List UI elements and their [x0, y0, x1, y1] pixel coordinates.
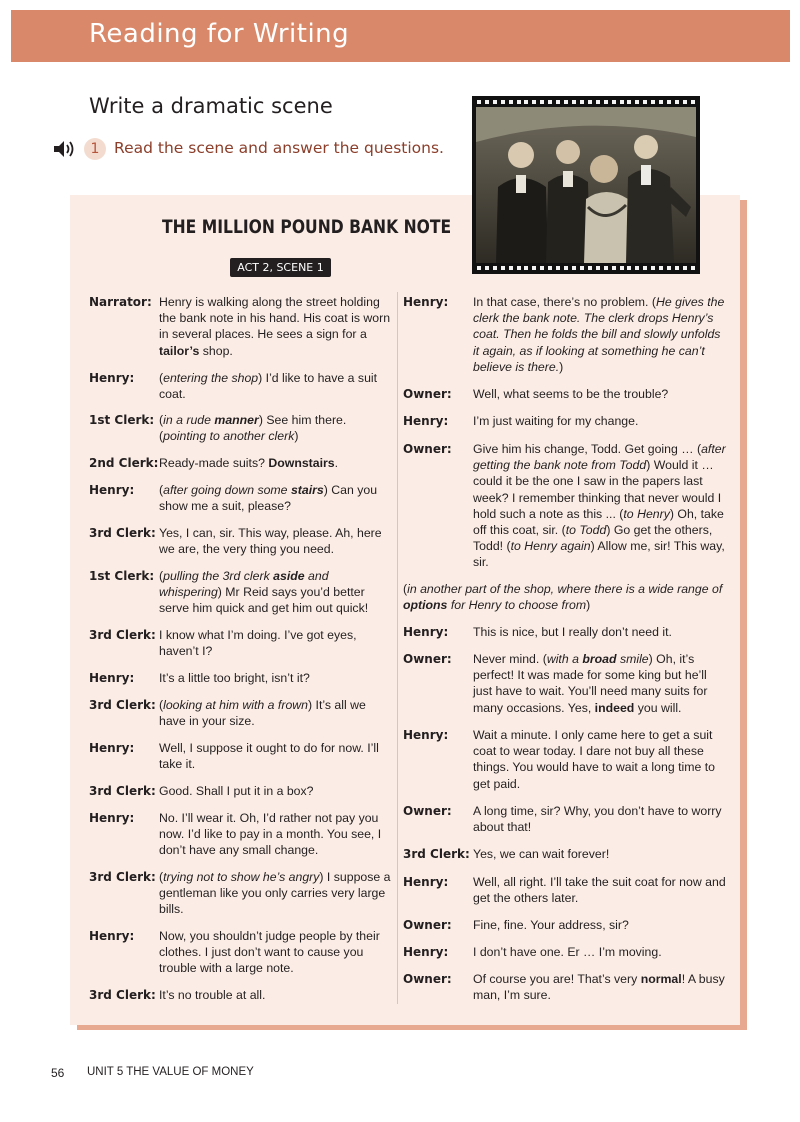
speaker-name: Owner: [403, 972, 452, 986]
sprocket-hole [588, 100, 592, 104]
act-badge: ACT 2, SCENE 1 [230, 258, 331, 277]
sprocket-hole [588, 266, 592, 270]
sprocket-hole [572, 266, 576, 270]
dialogue-text: (entering the shop) I’d like to have a suit coat. [159, 371, 378, 402]
sprocket-hole [493, 266, 497, 270]
sprocket-hole [643, 266, 647, 270]
speaker-name: Henry: [89, 483, 135, 497]
speaker-name: Henry: [89, 371, 135, 385]
sprocket-hole [683, 266, 687, 270]
dialogue-text: This is nice, but I really don’t need it. [473, 625, 672, 639]
sprocket-hole [532, 100, 536, 104]
film-still-image [476, 107, 696, 263]
stage-direction: (in another part of the shop, where there is a wide range of options for Henry to choose from) [403, 582, 723, 613]
dialogue-text: In that case, there’s no problem. (He gives the clerk the bank note. The clerk drops Henry’s coat. Then he folds the bill and slowly unfolds it again, as if looking at something he can’t believe is there.) [473, 295, 725, 374]
speaker-name: Henry: [403, 875, 449, 889]
section-title: Write a dramatic scene [89, 94, 333, 118]
sprocket-hole [659, 266, 663, 270]
sprocket-hole [635, 100, 639, 104]
speaker-name: 3rd Clerk: [89, 784, 156, 798]
sprocket-hole [667, 266, 671, 270]
sprocket-hole [691, 100, 695, 104]
dialogue-text: (pulling the 3rd clerk aside and whispering) Mr Reid says you’d better serve him quick and get him out quick! [159, 569, 369, 616]
speaker-icon[interactable] [53, 140, 75, 158]
page-number: 56 [51, 1066, 65, 1080]
sprocket-hole [564, 266, 568, 270]
sprocket-hole [501, 100, 505, 104]
play-title: THE MILLION POUND BANK NOTE [162, 216, 452, 238]
sprocket-hole [612, 100, 616, 104]
dialogue-text: Well, I suppose it ought to do for now. I’ll take it. [159, 741, 379, 772]
sprocket-hole [683, 100, 687, 104]
sprocket-hole [477, 266, 481, 270]
sprocket-hole [485, 100, 489, 104]
speaker-name: 1st Clerk: [89, 569, 155, 583]
dialogue-text: I’m just waiting for my change. [473, 414, 639, 428]
sprocket-hole [604, 266, 608, 270]
sprocket-hole [651, 100, 655, 104]
speaker-name: Henry: [89, 671, 135, 685]
speaker-name: 3rd Clerk: [89, 628, 156, 642]
dialogue-text: Fine, fine. Your address, sir? [473, 918, 629, 932]
sprocket-hole [675, 266, 679, 270]
sprocket-hole [540, 266, 544, 270]
dialogue-text: (trying not to show he’s angry) I suppose a gentleman like you only carries very large bills. [159, 870, 391, 917]
dialogue-text: Well, what seems to be the trouble? [473, 387, 669, 401]
dialogue-text: Yes, we can wait forever! [473, 847, 610, 861]
dialogue-text: Give him his change, Todd. Get going … (after getting the bank note from Todd) Would it … could it be the one I saw in the papers last week? I remember thinking that never would I hold such a note as this ... (to Henry) Oh, take off this coat, sir. (to Todd) Go get the others, Todd! (to Henry again) Allow me, sir! This way, sir. [473, 442, 726, 570]
sprocket-hole [548, 100, 552, 104]
dialogue-text: (in a rude manner) See him there. (pointing to another clerk) [159, 413, 347, 444]
dialogue-text: Well, all right. I’ll take the suit coat for now and get the others later. [473, 875, 726, 906]
dialogue-text: I don’t have one. Er … I’m moving. [473, 945, 662, 959]
sprocket-hole [501, 266, 505, 270]
dialogue-text: Of course you are! That’s very normal! A busy man, I’m sure. [473, 972, 725, 1003]
sprocket-hole [556, 100, 560, 104]
sprocket-hole [635, 266, 639, 270]
sprocket-hole [667, 100, 671, 104]
dialogue-text: Wait a minute. I only came here to get a suit coat to wear today. I dare not buy all these things. You would have to wait a long time to get paid. [473, 728, 715, 791]
dialogue-text: Never mind. (with a broad smile) Oh, it’s perfect! It was made for some king but he’ll just have to wait. You’ll need many suits for many occasions. Yes, indeed you will. [473, 652, 708, 715]
speaker-name: Owner: [403, 387, 452, 401]
film-sprockets-top [472, 98, 700, 106]
sprocket-hole [509, 100, 513, 104]
sprocket-hole [596, 266, 600, 270]
sprocket-hole [627, 100, 631, 104]
sprocket-hole [509, 266, 513, 270]
dialogue-text: Henry is walking along the street holding the bank note in his hand. His coat is worn in several places. He sees a sign for a tailor’s shop. [159, 295, 391, 358]
sprocket-hole [675, 100, 679, 104]
dialogue-text: No. I’ll wear it. Oh, I’d rather not pay you now. I’d like to pay in a month. You see, I don’t have any small change. [159, 811, 382, 858]
speaker-name: Owner: [403, 652, 452, 666]
sprocket-hole [651, 266, 655, 270]
speaker-name: 3rd Clerk: [89, 988, 156, 1002]
speaker-name: Owner: [403, 918, 452, 932]
speaker-name: Henry: [89, 741, 135, 755]
sprocket-hole [493, 100, 497, 104]
film-sprockets-bottom [472, 264, 700, 272]
film-still-photo [472, 96, 700, 274]
sprocket-hole [612, 266, 616, 270]
speaker-name: Henry: [403, 295, 449, 309]
sprocket-hole [604, 100, 608, 104]
dialogue-text: It’s a little too bright, isn’t it? [159, 671, 310, 685]
sprocket-hole [477, 100, 481, 104]
speaker-name: Owner: [403, 442, 452, 456]
sprocket-hole [620, 100, 624, 104]
speaker-name: Narrator: [89, 295, 152, 309]
sprocket-hole [548, 266, 552, 270]
speaker-name: 1st Clerk: [89, 413, 155, 427]
sprocket-hole [524, 266, 528, 270]
sprocket-hole [627, 266, 631, 270]
speaker-name: 2nd Clerk: [89, 456, 159, 470]
sprocket-hole [691, 266, 695, 270]
speaker-name: Owner: [403, 804, 452, 818]
speaker-name: Henry: [89, 811, 135, 825]
sprocket-hole [517, 100, 521, 104]
dialogue-text: (after going down some stairs) Can you show me a suit, please? [159, 483, 378, 514]
sprocket-hole [556, 266, 560, 270]
sprocket-hole [517, 266, 521, 270]
speaker-name: Henry: [403, 625, 449, 639]
dialogue-text: Now, you shouldn’t judge people by their clothes. I just don’t want to cause you trouble with a large note. [159, 929, 380, 976]
page-title: Reading for Writing [89, 19, 350, 49]
speaker-name: 3rd Clerk: [403, 847, 470, 861]
speaker-name: 3rd Clerk: [89, 870, 156, 884]
sprocket-hole [532, 266, 536, 270]
speaker-name: Henry: [403, 728, 449, 742]
dialogue-text: Good. Shall I put it in a box? [159, 784, 314, 798]
dialogue-text: (looking at him with a frown) It’s all we have in your size. [159, 698, 366, 729]
dialogue-text: Ready-made suits? Downstairs. [159, 456, 339, 470]
header-bar [11, 10, 790, 62]
sprocket-hole [485, 266, 489, 270]
task-number: 1 [84, 138, 106, 160]
dialogue-text: I know what I’m doing. I’ve got eyes, haven’t I? [159, 628, 357, 659]
sprocket-hole [580, 100, 584, 104]
sprocket-hole [540, 100, 544, 104]
speaker-name: 3rd Clerk: [89, 698, 156, 712]
task-instruction: Read the scene and answer the questions. [114, 139, 444, 157]
sprocket-hole [643, 100, 647, 104]
speaker-name: Henry: [89, 929, 135, 943]
column-divider [397, 292, 398, 1004]
sprocket-hole [572, 100, 576, 104]
unit-title: UNIT 5 THE VALUE OF MONEY [87, 1066, 254, 1078]
dialogue-text: It’s no trouble at all. [159, 988, 266, 1002]
sprocket-hole [524, 100, 528, 104]
sprocket-hole [564, 100, 568, 104]
speaker-name: Henry: [403, 414, 449, 428]
sprocket-hole [580, 266, 584, 270]
speaker-name: Henry: [403, 945, 449, 959]
dialogue-text: Yes, I can, sir. This way, please. Ah, here we are, the very thing you need. [159, 526, 382, 557]
sprocket-hole [596, 100, 600, 104]
sprocket-hole [620, 266, 624, 270]
speaker-name: 3rd Clerk: [89, 526, 156, 540]
sprocket-hole [659, 100, 663, 104]
dialogue-text: A long time, sir? Why, you don’t have to worry about that! [473, 804, 722, 835]
